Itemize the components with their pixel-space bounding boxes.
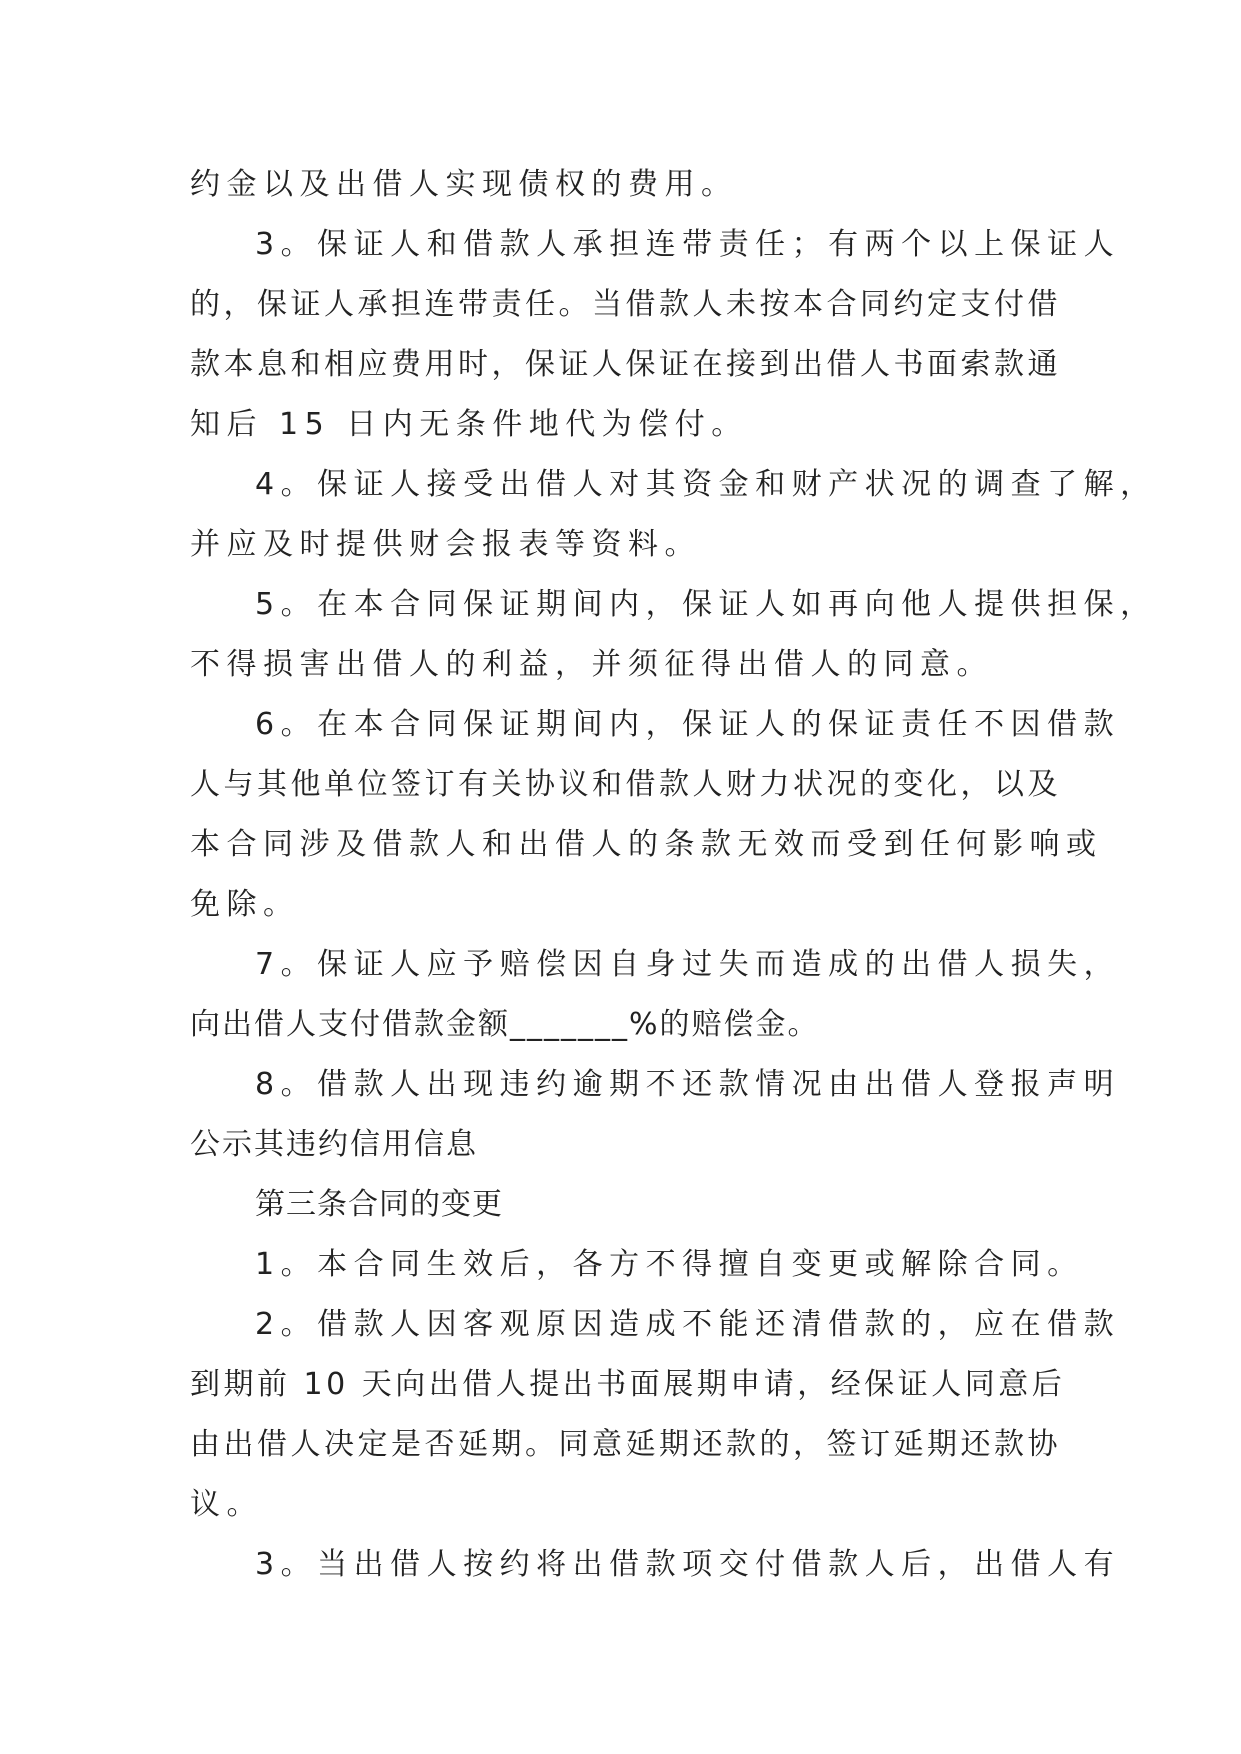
paragraph-line: 议。 [190,1487,263,1522]
paragraph-line: 公示其违约信用信息 [190,1127,478,1162]
paragraph-line: 款本息和相应费用时，保证人保证在接到出借人书面索款通 [190,347,1061,382]
paragraph-line: 免除。 [190,887,300,922]
paragraph-line: 的，保证人承担连带责任。当借款人未按本合同约定支付借 [190,287,1061,322]
paragraph-line: 本合同涉及借款人和出借人的条款无效而受到任何影响或 [190,827,1103,862]
document-body [190,155,1157,1595]
clause-7-line: 7。保证人应予赔偿因自身过失而造成的出借人损失， [255,947,1121,982]
clause-8-line: 8。借款人出现违约逾期不还款情况由出借人登报声明 [255,1067,1121,1102]
paragraph-line: 约金以及出借人实现债权的费用。 [190,167,738,202]
clause-6-line: 6。在本合同保证期间内，保证人的保证责任不因借款 [255,707,1121,742]
clause-1-line: 1。本合同生效后，各方不得擅自变更或解除合同。 [255,1247,1084,1282]
clause-5-line: 5。在本合同保证期间内，保证人如再向他人提供担保， [255,587,1157,622]
paragraph-line: 向出借人支付借款金额_______%的赔偿金。 [190,1007,820,1042]
clause-4-line: 4。保证人接受出借人对其资金和财产状况的调查了解， [255,467,1157,502]
paragraph-line: 人与其他单位签订有关协议和借款人财力状况的变化，以及 [190,767,1061,802]
clause-2-line: 2。借款人因客观原因造成不能还清借款的，应在借款 [255,1307,1121,1342]
paragraph-line: 并应及时提供财会报表等资料。 [190,527,701,562]
paragraph-line: 不得损害出借人的利益，并须征得出借人的同意。 [190,647,993,682]
paragraph-line: 到期前 10 天向出借人提出书面展期申请，经保证人同意后 [190,1367,1066,1402]
section-heading: 第三条合同的变更 [255,1187,503,1222]
paragraph-line: 知后 15 日内无条件地代为偿付。 [190,407,748,442]
clause-3-line: 3。当出借人按约将出借款项交付借款人后，出借人有 [255,1547,1121,1582]
clause-3-line: 3。保证人和借款人承担连带责任；有两个以上保证人 [255,227,1121,262]
paragraph-line: 由出借人决定是否延期。同意延期还款的，签订延期还款协 [190,1427,1061,1462]
